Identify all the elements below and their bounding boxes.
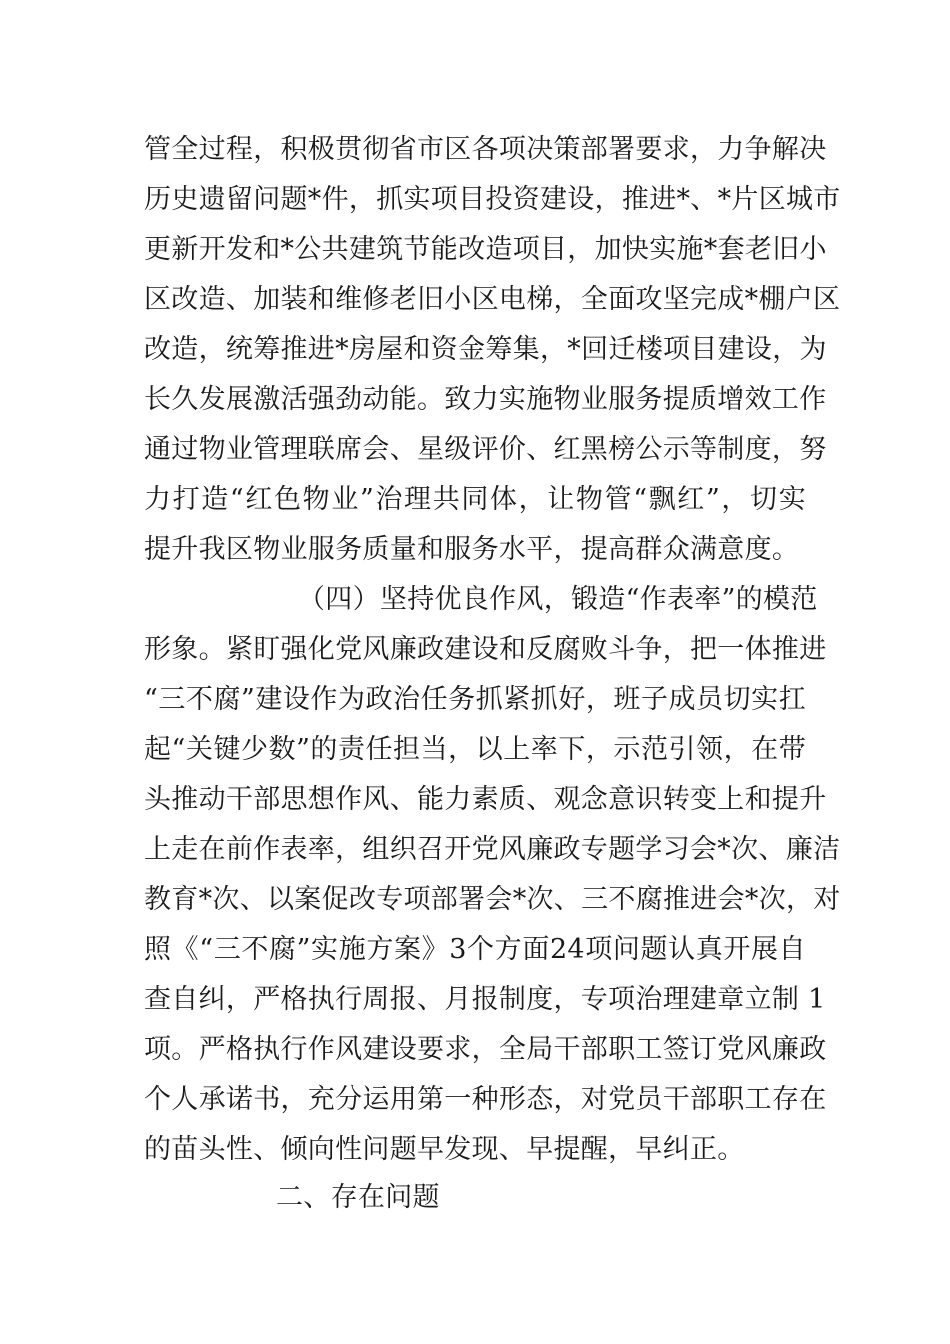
- body-text-line: 头推动干部思想作风、能力素质、观念意识转变上和提升: [144, 784, 827, 815]
- body-text-line: 上走在前作表率，组织召开党风廉政专题学习会*次、廉洁: [144, 834, 841, 865]
- body-text-line: 长久发展激活强劲动能。致力实施物业服务提质增效工作: [144, 384, 827, 415]
- body-text-line: 的苗头性、倾向性问题早发现、早提醒，早纠正。: [144, 1134, 745, 1165]
- body-text-line: 项。严格执行作风建设要求，全局干部职工签订党风廉政: [144, 1034, 827, 1065]
- body-text-line: 形象。紧盯强化党风廉政建设和反腐败斗争，把一体推进: [144, 634, 827, 665]
- body-text-line: 照《“三不腐”实施方案》3个方面24项问题认真开展自: [144, 934, 806, 965]
- body-text-line: 个人承诺书，充分运用第一种形态，对党员干部职工存在: [144, 1084, 827, 1115]
- subsection-heading-line: （四）坚持优良作风，锻造“作表率”的模范: [298, 584, 818, 615]
- body-text-line: “三不腐”建设作为政治任务抓紧抓好，班子成员切实扛: [144, 684, 806, 715]
- body-text-line: 起“关键少数”的责任担当，以上率下，示范引领，在带: [144, 734, 806, 765]
- body-text-line: 提升我区物业服务质量和服务水平，提高群众满意度。: [144, 534, 800, 565]
- body-text-line: 历史遗留问题*件，抓实项目投资建设，推进*、*片区城市: [144, 184, 841, 215]
- body-text-line: 查自纠，严格执行周报、月报制度，专项治理建章立制 1: [144, 984, 826, 1015]
- body-text-line: 更新开发和*公共建筑节能改造项目，加快实施*套老旧小: [144, 234, 827, 265]
- body-text-line: 管全过程，积极贯彻省市区各项决策部署要求，力争解决: [144, 134, 827, 165]
- body-text-line: 区改造、加装和维修老旧小区电梯，全面攻坚完成*棚户区: [144, 284, 841, 315]
- body-text-line: 教育*次、以案促改专项部署会*次、三不腐推进会*次，对: [144, 884, 841, 915]
- body-text-line: 通过物业管理联席会、星级评价、红黑榜公示等制度，努: [144, 434, 827, 465]
- body-text-line: 改造，统筹推进*房屋和资金筹集，*回迁楼项目建设，为: [144, 334, 827, 365]
- body-text-line: 力打造“红色物业”治理共同体，让物管“飘红”，切实: [144, 484, 806, 515]
- section-heading: 二、存在问题: [276, 1182, 440, 1213]
